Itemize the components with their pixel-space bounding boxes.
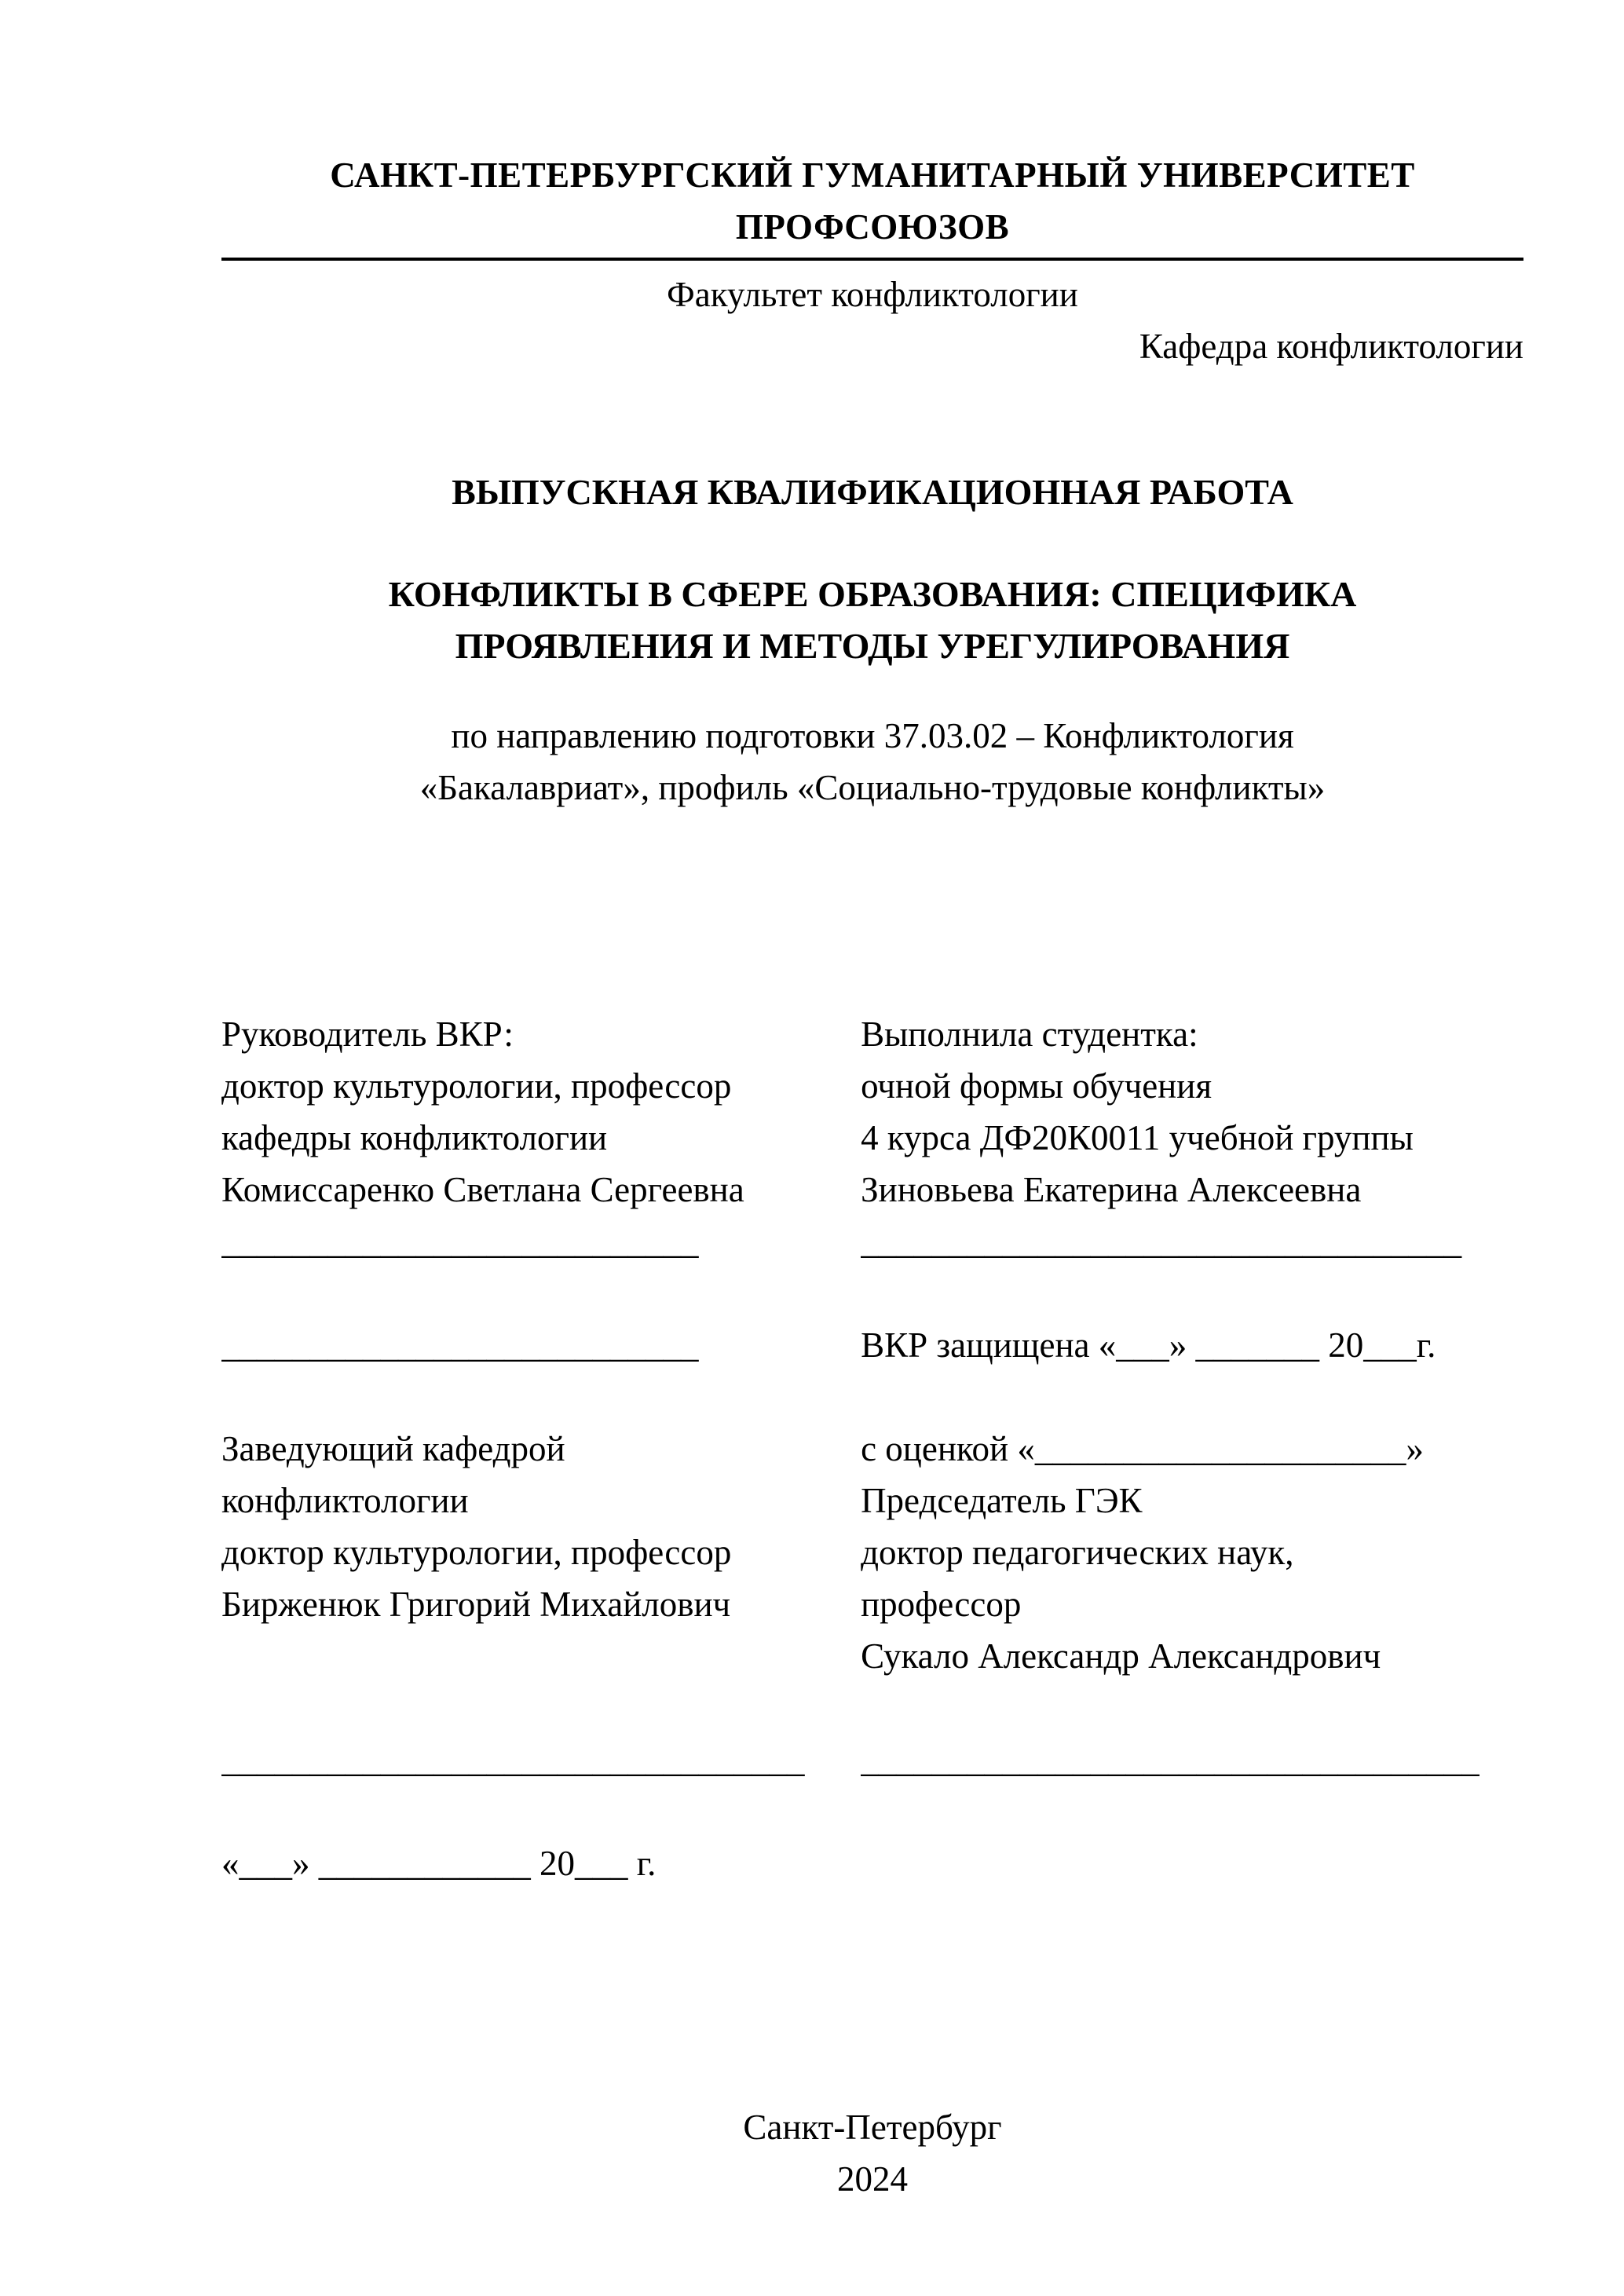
program-block	[221, 710, 1523, 813]
thesis-title	[221, 569, 1523, 672]
gek-signature-line: ___________________________________	[861, 1740, 1480, 1779]
student-group: 4 курса ДФ20К0011 учебной группы	[861, 1118, 1414, 1157]
department-name: Кафедра конфликтологии	[1139, 327, 1523, 366]
gek-degree: доктор педагогических наук,	[861, 1533, 1294, 1572]
work-type-title: ВЫПУСКНАЯ КВАЛИФИКАЦИОННАЯ РАБОТА	[452, 472, 1293, 512]
city: Санкт-Петербург	[743, 2108, 1002, 2147]
blank-line	[221, 1786, 861, 1837]
student-name: Зиновьева Екатерина Алексеевна	[861, 1170, 1362, 1209]
thesis-title-line-2: ПРОЯВЛЕНИЯ И МЕТОДЫ УРЕГУЛИРОВАНИЯ	[455, 626, 1290, 666]
signatures-grid	[221, 1008, 1523, 1889]
blank-line	[221, 1682, 861, 1734]
student-study-form: очной формы обучения	[861, 1066, 1213, 1106]
blank-line	[861, 1267, 1523, 1319]
supervisor-label: Руководитель ВКР:	[221, 1015, 514, 1054]
thesis-title-line-1: КОНФЛИКТЫ В СФЕРЕ ОБРАЗОВАНИЯ: СПЕЦИФИКА	[388, 574, 1357, 614]
head-name: Бирженюк Григорий Михайлович	[221, 1585, 731, 1624]
date-line: «___» ____________ 20___ г.	[221, 1844, 657, 1883]
head-degree: доктор культурологии, профессор	[221, 1533, 732, 1572]
faculty-name: Факультет конфликтологии	[667, 275, 1078, 314]
supervisor-degree: доктор культурологии, профессор	[221, 1066, 732, 1106]
gek-professor: профессор	[861, 1585, 1022, 1624]
blank-line	[861, 1371, 1523, 1423]
defense-date-line: ВКР защищена «___» _______ 20___г.	[861, 1325, 1436, 1365]
head-signature-line: _________________________________	[221, 1740, 805, 1779]
head-of-chair-label: Заведующий кафедрой	[221, 1429, 565, 1468]
gek-chair-label: Председатель ГЭК	[861, 1481, 1143, 1520]
gek-name: Сукало Александр Александрович	[861, 1636, 1381, 1676]
blank-line	[861, 1682, 1523, 1734]
program-direction: по направлению подготовки 37.03.02 – Конфликтология	[451, 716, 1294, 755]
program-profile: «Бакалавриат», профиль «Социально-трудовые конфликты»	[419, 768, 1326, 807]
blank-line	[861, 1786, 1523, 1837]
blank-line	[221, 1371, 861, 1423]
supervisor-chair: кафедры конфликтологии	[221, 1118, 608, 1157]
blank-line	[221, 1267, 861, 1319]
grade-line: с оценкой «_____________________»	[861, 1429, 1424, 1468]
student-label: Выполнила студентка:	[861, 1015, 1198, 1054]
supervisor-signature-line: ___________________________	[221, 1222, 699, 1261]
supervisor-name: Комиссаренко Светлана Сергеевна	[221, 1170, 744, 1209]
year: 2024	[837, 2159, 908, 2199]
university-name: САНКТ-ПЕТЕРБУРГСКИЙ ГУМАНИТАРНЫЙ УНИВЕРСИТЕТ ПРОФСОЮЗОВ	[221, 149, 1523, 261]
supervisor-signature-line-2: ___________________________	[221, 1325, 699, 1365]
student-signature-line: __________________________________	[861, 1222, 1462, 1261]
head-of-chair-label-2: конфликтологии	[221, 1481, 469, 1520]
footer-block	[221, 2101, 1523, 2205]
blank-line	[861, 1837, 1523, 1889]
blank-line	[221, 1630, 861, 1682]
